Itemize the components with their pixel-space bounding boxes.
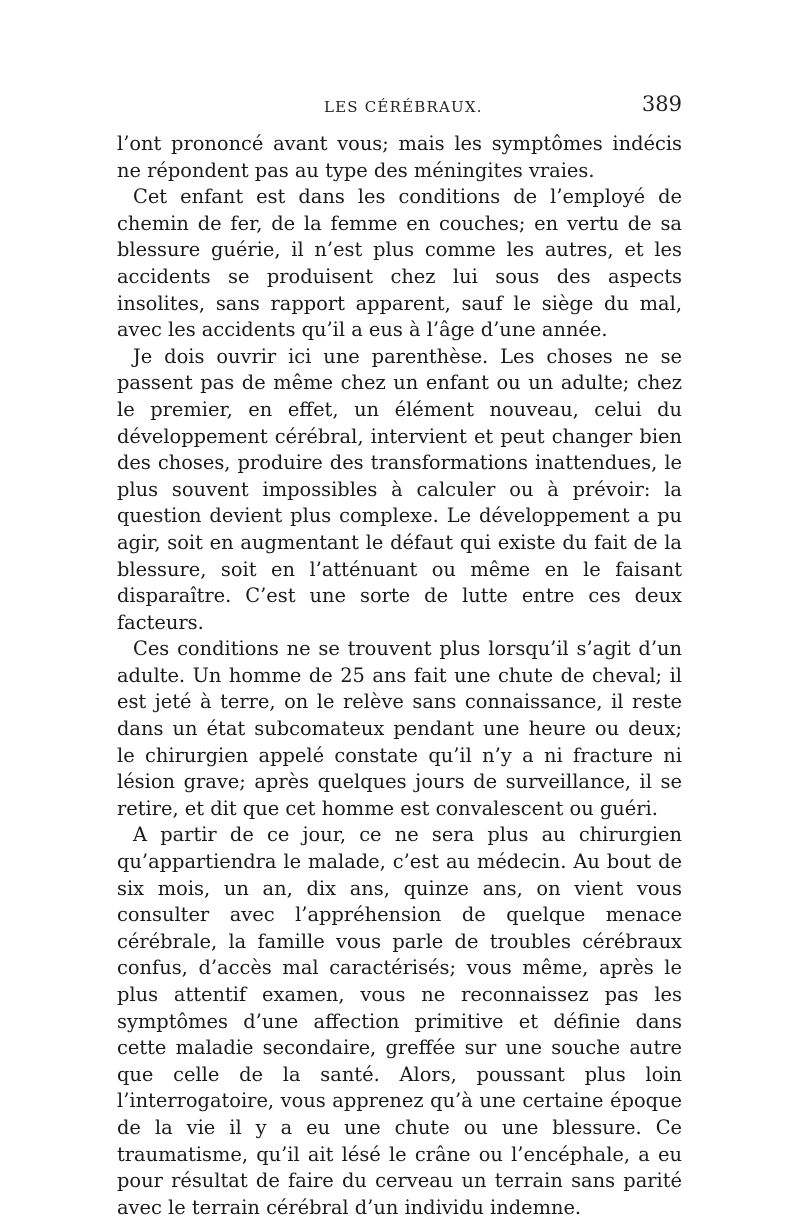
paragraph-2: Cet enfant est dans les conditions de l’employé de chemin de fer, de la femme en couches; en vertu de sa blessure guérie, il n’est plus comme les autres, et les accidents se produisent chez lui sous des aspects insolites, sans rapport apparent, sauf le siège du mal, avec les accidents qu’il a eus à l’âge d’une année. bbox=[117, 185, 682, 342]
paragraph-4: Ces conditions ne se trouvent plus lorsqu’il s’agit d’un adulte. Un homme de 25 ans fait une chute de cheval; il est jeté à terre, on le relève sans connaissance, il reste dans un état subcomateux pendant une heure ou deux; le chirurgien appelé constate qu’il n’y a ni fracture ni lésion grave; après quelques jours de surveillance, il se retire, et dit que cet homme est convalescent ou guéri. bbox=[117, 637, 682, 820]
page-number: 389 bbox=[641, 92, 682, 116]
paragraph-3: Je dois ouvrir ici une parenthèse. Les choses ne se passent pas de même chez un enfant ou un adulte; chez le premier, en effet, un élément nouveau, celui du développement cérébral, intervient et peut changer bien des choses, produire des transformations inattendues, le plus souvent impossibles à calculer ou à prévoir: la question devient plus complexe. Le développement a pu agir, soit en augmentant le défaut qui existe du fait de la blessure, soit en l’atténuant ou même en le faisant disparaître. C’est une sorte de lutte entre ces deux facteurs. bbox=[117, 344, 682, 634]
body-text bbox=[117, 131, 682, 1221]
paragraph-5: A partir de ce jour, ce ne sera plus au chirurgien qu’appartiendra le malade, c’est au médecin. Au bout de six mois, un an, dix ans, quinze ans, on vient vous consulter avec l’appréhension de quelque menace cérébrale, la famille vous parle de troubles cérébraux confus, d’accès mal caractérisés; vous même, après le plus attentif examen, vous ne reconnaissez pas les symptômes d’une affection primitive et définie dans cette maladie secondaire, greffée sur une souche autre que celle de la santé. Alors, poussant plus loin l’interrogatoire, vous apprenez qu’à une certaine époque de la vie il y a eu une chute ou une blessure. Ce traumatisme, qu’il ait lésé le crâne ou l’encéphale, a eu pour résultat de faire du cerveau un terrain sans parité avec le terrain cérébral d’un individu indemne. bbox=[117, 823, 682, 1219]
paragraph-1: l’ont prononcé avant vous; mais les symptômes indécis ne répondent pas au type des méningites vraies. bbox=[117, 132, 682, 182]
running-head-title: LES CÉRÉBRAUX. bbox=[324, 98, 483, 116]
running-head bbox=[117, 88, 682, 124]
